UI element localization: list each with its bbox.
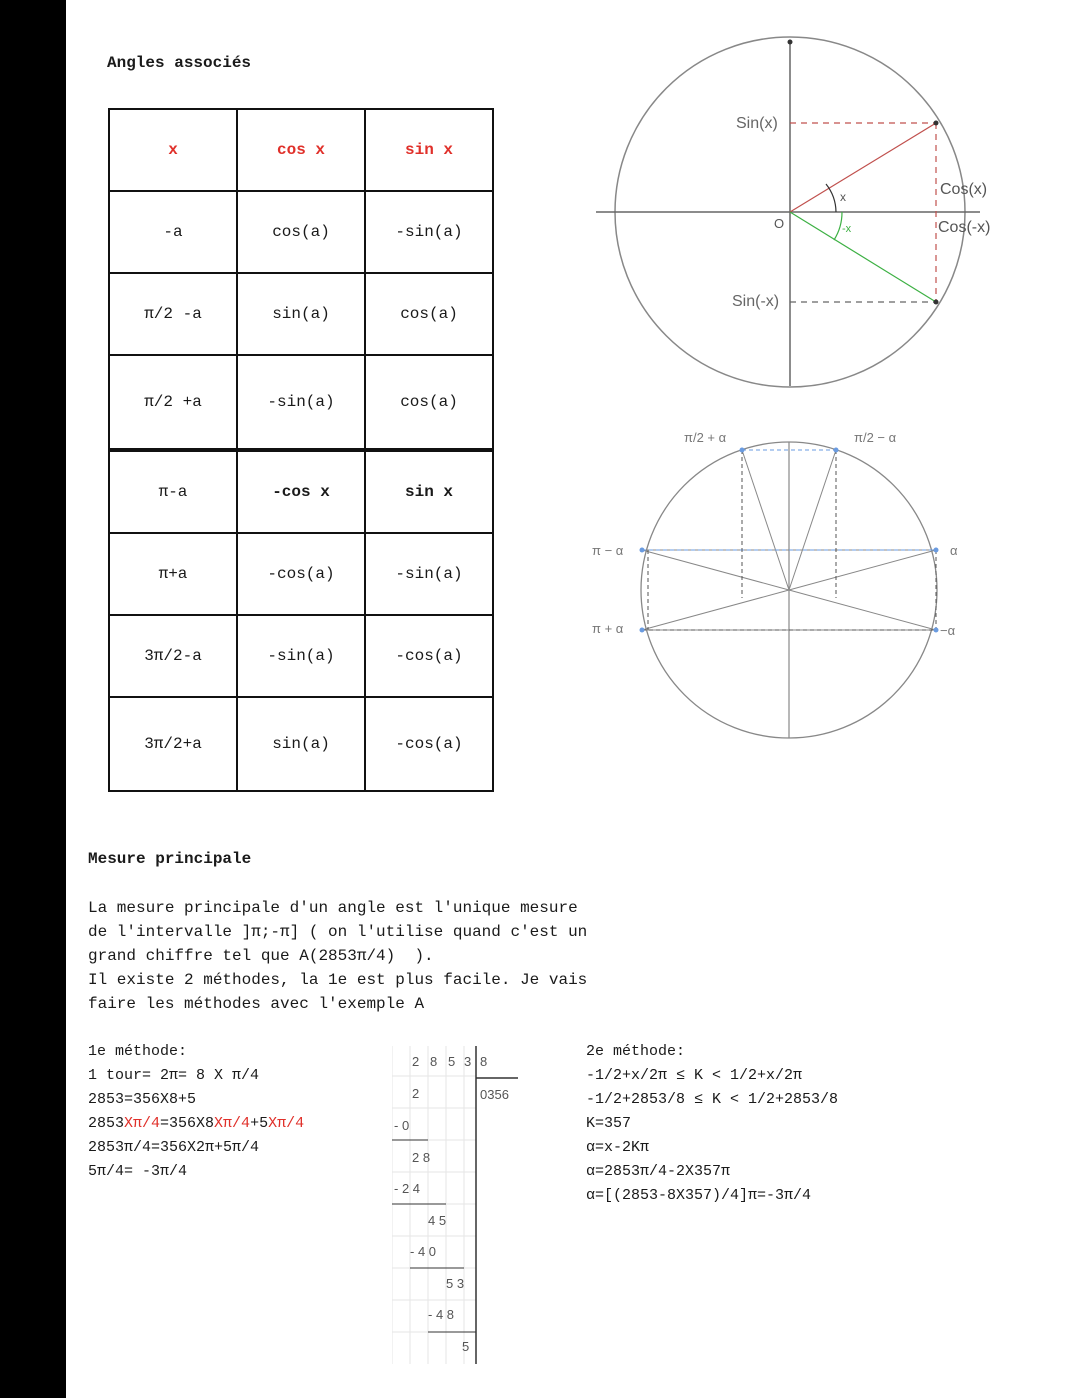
expr-part: 2853 xyxy=(88,1115,125,1132)
division-step: - 0 xyxy=(394,1118,410,1133)
expr-part-red: Xπ/4 xyxy=(214,1115,251,1132)
divisor: 8 xyxy=(480,1054,488,1069)
table-cell: π-a xyxy=(109,450,237,533)
method2-line: α=2853π/4-2X357π xyxy=(586,1163,731,1180)
header-sin: sin x xyxy=(365,109,493,191)
label-angle-x: x xyxy=(840,190,846,204)
left-black-bar xyxy=(0,0,66,1398)
method2-line: -1/2+2853/8 ≤ K < 1/2+2853/8 xyxy=(586,1091,839,1108)
ray-top-right xyxy=(789,450,836,590)
point-pi-plus xyxy=(640,628,645,633)
angle-arc-minus-x xyxy=(834,212,842,240)
label-sin-minus-x: Sin(-x) xyxy=(732,293,780,310)
method1-line: 2853=356X8+5 xyxy=(88,1091,197,1108)
table-row xyxy=(109,191,493,273)
point-pi2-plus xyxy=(740,448,745,453)
expr-part: +5 xyxy=(250,1115,269,1132)
division-step: - 4 0 xyxy=(410,1244,437,1259)
label-cos-x: Cos(x) xyxy=(940,181,988,198)
radius-minus-x xyxy=(790,212,936,302)
method-1 xyxy=(88,1040,304,1184)
point-minus-alpha xyxy=(934,628,939,633)
table-cell: cos(a) xyxy=(365,273,493,355)
dividend-digit: 3 xyxy=(464,1054,472,1069)
table-cell: π+a xyxy=(109,533,237,615)
point-minus-x xyxy=(934,300,939,305)
division-step: 2 8 xyxy=(412,1150,431,1165)
division-step: 5 3 xyxy=(446,1276,465,1291)
mesure-paragraph xyxy=(88,896,587,1016)
ray-upper-right xyxy=(789,550,936,590)
point-pi-minus xyxy=(640,548,645,553)
division-step: - 4 8 xyxy=(428,1307,455,1322)
method2-line: -1/2+x/2π ≤ K < 1/2+x/2π xyxy=(586,1067,803,1084)
header-cos: cos x xyxy=(237,109,365,191)
symmetry-circle-diagram xyxy=(582,422,1002,742)
table-cell: -cos(a) xyxy=(237,533,365,615)
method2-line: K=357 xyxy=(586,1115,632,1132)
long-division xyxy=(392,1046,522,1364)
ray-top-left xyxy=(742,450,789,590)
method-2 xyxy=(586,1040,838,1208)
table-row xyxy=(109,615,493,697)
table-cell: sin x xyxy=(365,450,493,533)
ray-upper-left xyxy=(642,550,789,590)
division-step: 4 5 xyxy=(428,1213,447,1228)
table-cell: -cos(a) xyxy=(365,615,493,697)
table-row xyxy=(109,697,493,791)
expr-part-red: Xπ/4 xyxy=(268,1115,305,1132)
table-cell: 3π/2-a xyxy=(109,615,237,697)
table-cell: -sin(a) xyxy=(237,615,365,697)
table-cell: sin(a) xyxy=(237,273,365,355)
label-pi2-minus: π/2 − α xyxy=(854,430,897,445)
label-cos-minus-x: Cos(-x) xyxy=(938,219,991,236)
table-cell: sin(a) xyxy=(237,697,365,791)
paragraph-line: La mesure principale d'un angle est l'unique mesure xyxy=(88,899,578,917)
table-cell: π/2 -a xyxy=(109,273,237,355)
header-x: x xyxy=(109,109,237,191)
method1-line: 1 tour= 2π= 8 X π/4 xyxy=(88,1067,260,1084)
method1-line: 5π/4= -3π/4 xyxy=(88,1163,188,1180)
label-minus-alpha: −α xyxy=(940,623,956,638)
point-alpha xyxy=(934,548,939,553)
table-cell: -sin(a) xyxy=(365,533,493,615)
table-header-row xyxy=(109,109,493,191)
ray-lower-left xyxy=(642,590,789,630)
table-cell: cos(a) xyxy=(237,191,365,273)
paragraph-line: grand chiffre tel que A(2853π/4) ). xyxy=(88,947,434,965)
method1-line-colored xyxy=(88,1112,304,1136)
dividend-digit: 8 xyxy=(430,1054,438,1069)
unit-circle-diagram xyxy=(590,34,1030,394)
section-title-angles: Angles associés xyxy=(107,54,252,72)
table-cell: -cos x xyxy=(237,450,365,533)
label-origin: O xyxy=(774,216,785,231)
point-pi2-minus xyxy=(834,448,839,453)
expr-part: =356X8 xyxy=(160,1115,215,1132)
table-cell: 3π/2+a xyxy=(109,697,237,791)
table-row xyxy=(109,533,493,615)
table-cell: -sin(a) xyxy=(237,355,365,450)
associated-angles-table xyxy=(108,108,494,792)
dividend-digit: 2 xyxy=(412,1054,420,1069)
label-pi2-plus: π/2 + α xyxy=(684,430,727,445)
table-row xyxy=(109,450,493,533)
section-title-mesure: Mesure principale xyxy=(88,850,252,868)
table-cell: π/2 +a xyxy=(109,355,237,450)
ray-lower-right xyxy=(789,590,936,630)
table-cell: -a xyxy=(109,191,237,273)
table-row xyxy=(109,273,493,355)
dividend-digit: 5 xyxy=(448,1054,456,1069)
table-cell: -sin(a) xyxy=(365,191,493,273)
paragraph-line: faire les méthodes avec l'exemple A xyxy=(88,995,425,1013)
table-cell: cos(a) xyxy=(365,355,493,450)
label-pi-minus: π − α xyxy=(592,543,624,558)
division-step: 2 xyxy=(412,1086,420,1101)
label-sin-x: Sin(x) xyxy=(736,115,778,132)
label-alpha: α xyxy=(950,543,958,558)
paragraph-line: Il existe 2 méthodes, la 1e est plus facile. Je vais xyxy=(88,971,588,989)
top-point xyxy=(788,40,793,45)
radius-x xyxy=(790,123,936,212)
division-remainder: 5 xyxy=(462,1339,470,1354)
method2-line: α=[(2853-8X357)/4]π=-3π/4 xyxy=(586,1187,812,1204)
method1-title: 1e méthode: xyxy=(88,1043,188,1060)
label-angle-minus-x: -x xyxy=(842,223,852,235)
table-cell: -cos(a) xyxy=(365,697,493,791)
method2-title: 2e méthode: xyxy=(586,1043,686,1060)
table-row xyxy=(109,355,493,450)
division-step: - 2 4 xyxy=(394,1181,421,1196)
quotient: 0356 xyxy=(480,1087,509,1102)
method2-line: α=x-2Kπ xyxy=(586,1139,650,1156)
label-pi-plus: π + α xyxy=(592,621,624,636)
angle-arc-x xyxy=(826,184,836,212)
method1-line: 2853π/4=356X2π+5π/4 xyxy=(88,1139,260,1156)
expr-part-red: Xπ/4 xyxy=(124,1115,161,1132)
point-x xyxy=(934,121,939,126)
paragraph-line: de l'intervalle ]π;-π] ( on l'utilise quand c'est un xyxy=(88,923,588,941)
